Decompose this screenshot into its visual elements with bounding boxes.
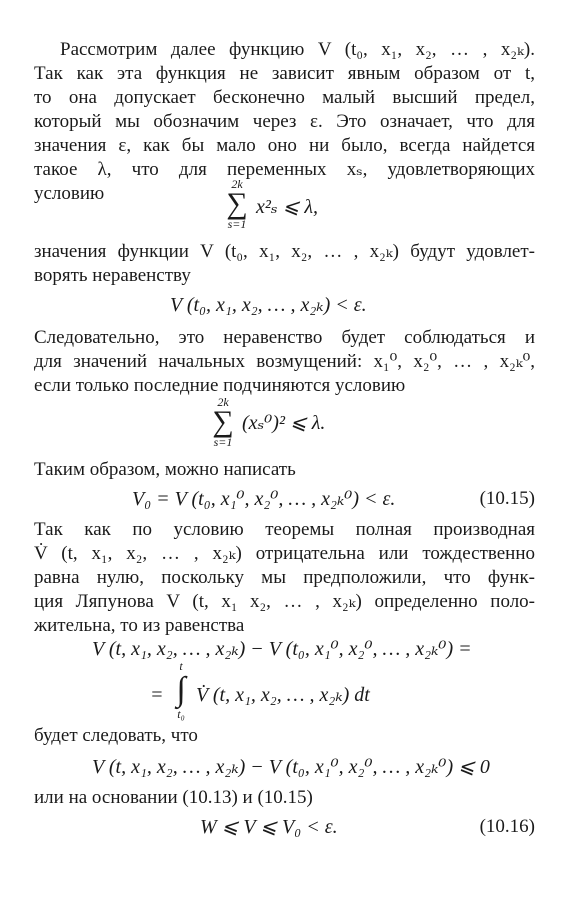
text-line: ворять неравенству — [34, 265, 191, 286]
text-line: или на основании (10.13) и (10.15) — [34, 787, 313, 808]
text-line: Так как по условию теоремы полная производная — [34, 519, 535, 540]
text-line: значения функции V (t₀, x₁, x₂, … , x₂ₖ) будут удовлет- — [34, 241, 535, 262]
formula-equals-sign: = — [150, 684, 164, 706]
formula-v0: V₀ = V (t₀, x₁⁰, x₂⁰, … , x₂ₖ⁰) < ε. — [132, 488, 396, 510]
sum-lower-limit: s=1 — [227, 217, 247, 231]
equation-number: (10.15) — [479, 488, 535, 509]
formula-final: W ⩽ V ⩽ V₀ < ε. — [200, 816, 338, 838]
summation-symbol: 2k ∑ s=1 — [222, 178, 252, 230]
text-line: если только последние подчиняются условию — [34, 375, 406, 396]
formula-difference: V (t, x₁, x₂, … , x₂ₖ) − V (t₀, x₁⁰, x₂⁰, … , x₂ₖ⁰) = — [92, 638, 472, 660]
formula-conclusion: V (t, x₁, x₂, … , x₂ₖ) − V (t₀, x₁⁰, x₂⁰, … , x₂ₖ⁰) ⩽ 0 — [92, 756, 490, 778]
integral-symbol: t ∫ t₀ — [170, 660, 192, 720]
formula-inequality: V (t₀, x₁, x₂, … , x₂ₖ) < ε. — [170, 294, 367, 316]
text-line: который мы обозначим через ε. Это означает, что для — [34, 111, 535, 132]
equation-number: (10.16) — [479, 816, 535, 837]
text-line: то она допускает бесконечно малый высший предел, — [34, 87, 535, 108]
text-line: ция Ляпунова V (t, x₁ x₂, … , x₂ₖ) определенно поло- — [34, 591, 535, 612]
text-line: Так как эта функция не зависит явным образом от t, — [34, 63, 535, 84]
formula-integral-body: V̇ (t, x₁, x₂, … , x₂ₖ) dt — [196, 684, 370, 706]
text-line: условию — [34, 183, 105, 204]
summation-symbol: 2k ∑ s=1 — [208, 396, 238, 448]
text-line: для значений начальных возмущений: x₁⁰, x₂⁰, … , x₂ₖ⁰, — [34, 351, 535, 372]
text-line: будет следовать, что — [34, 725, 198, 746]
sum-lower-limit: s=1 — [213, 435, 233, 449]
text-line: такое λ, что для переменных xₛ, удовлетворяющих — [34, 159, 535, 180]
text-line: равна нулю, поскольку мы предположили, что функ- — [34, 567, 535, 588]
text-line: жительна, то из равенства — [34, 615, 245, 636]
formula-initial-condition: (xₛ⁰)² ⩽ λ. — [242, 412, 326, 434]
text-line: Таким образом, можно написать — [34, 459, 296, 480]
integral-upper-limit: t — [179, 659, 183, 673]
sum-upper-limit: 2k — [217, 395, 229, 409]
text-line: значения ε, как бы мало оно ни было, всегда найдется — [34, 135, 535, 156]
sum-upper-limit: 2k — [231, 177, 243, 191]
text-line: Рассмотрим далее функцию V (t₀, x₁, x₂, … , x₂ₖ). — [60, 39, 535, 60]
text-line: V̇ (t, x₁, x₂, … , x₂ₖ) отрицательна или тождественно — [34, 543, 535, 564]
text-line: Следовательно, это неравенство будет соблюдаться и — [34, 327, 535, 348]
formula-sum-condition: x²ₛ ⩽ λ, — [256, 196, 319, 218]
integral-lower-limit: t₀ — [177, 707, 185, 721]
